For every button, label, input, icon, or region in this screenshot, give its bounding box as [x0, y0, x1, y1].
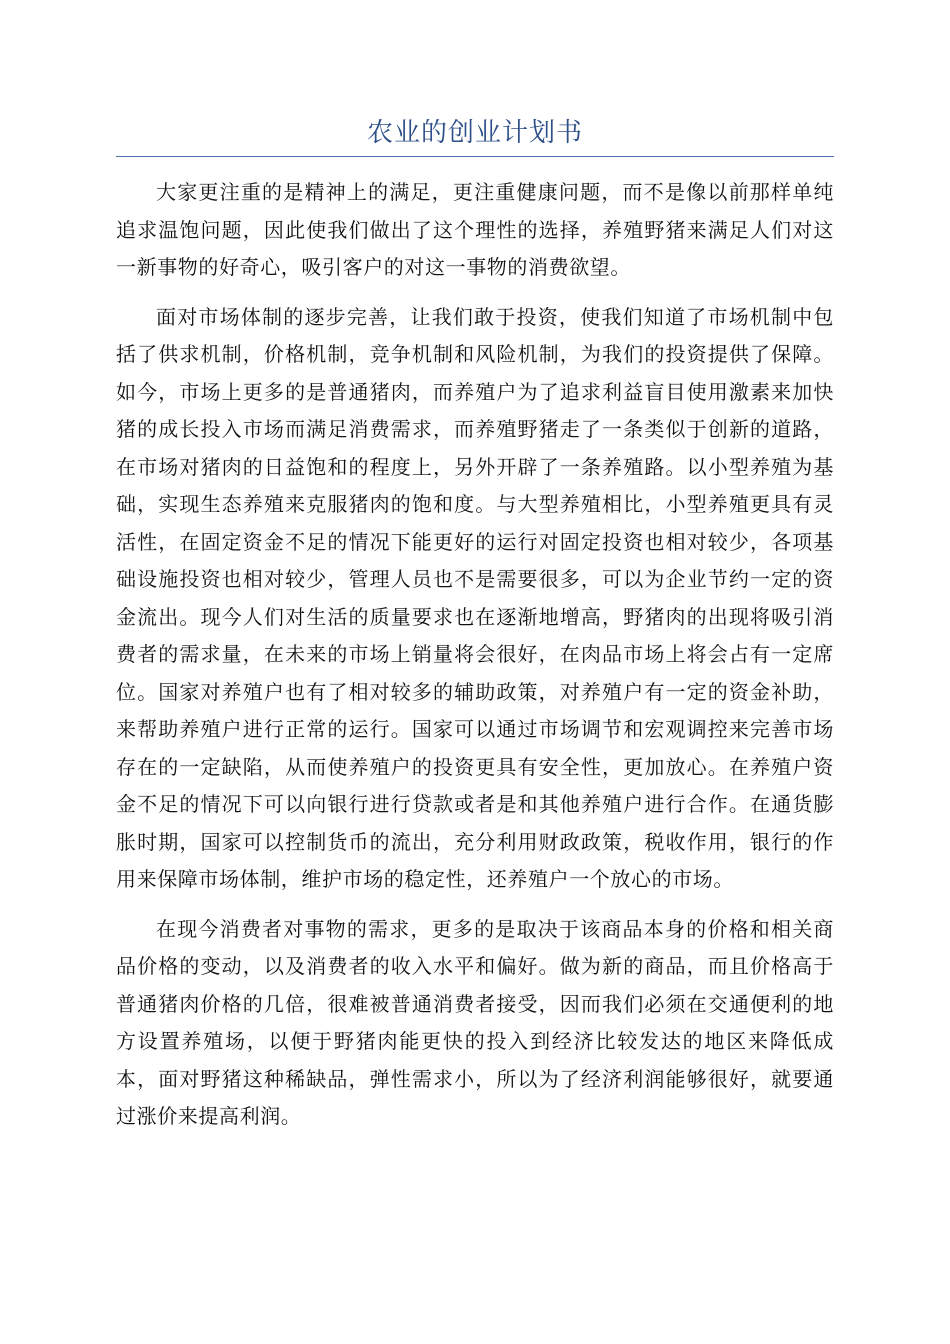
title-block [116, 112, 834, 157]
document-body [116, 174, 834, 1148]
paragraph-1: 大家更注重的是精神上的满足，更注重健康问题，而不是像以前那样单纯追求温饱问题，因此使我们做出了这个理性的选择，养殖野猪来满足人们对这一新事物的好奇心，吸引客户的对这一事物的消费欲望。 [116, 180, 834, 279]
document-title: 农业的创业计划书 [366, 118, 583, 148]
paragraph-2: 面对市场体制的逐步完善，让我们敢于投资，使我们知道了市场机制中包括了供求机制，价格机制，竞争机制和风险机制，为我们的投资提供了保障。如今，市场上更多的是普通猪肉，而养殖户为了追求利益盲目使用激素来加快猪的成长投入市场而满足消费需求，而养殖野猪走了一条类似于创新的道路，在市场对猪肉的日益饱和的程度上，另外开辟了一条养殖路。以小型养殖为基础，实现生态养殖来克服猪肉的饱和度。与大型养殖相比，小型养殖更具有灵活性，在固定资金不足的情况下能更好的运行对固定投资也相对较少，各项基础设施投资也相对较少，管理人员也不是需要很多，可以为企业节约一定的资金流出。现今人们对生活的质量要求也在逐渐地增高，野猪肉的出现将吸引消费者的需求量，在未来的市场上销量将会很好，在肉品市场上将会占有一定席位。国家对养殖户也有了相对较多的辅助政策，对养殖户有一定的资金补助，来帮助养殖户进行正常的运行。国家可以通过市场调节和宏观调控来完善市场存在的一定缺陷，从而使养殖户的投资更具有安全性，更加放心。在养殖户资金不足的情况下可以向银行进行贷款或者是和其他养殖户进行合作。在通货膨胀时期，国家可以控制货币的流出，充分利用财政政策，税收作用，银行的作用来保障市场体制，维护市场的稳定性，还养殖户一个放心的市场。 [116, 304, 834, 891]
paragraph-3: 在现今消费者对事物的需求，更多的是取决于该商品本身的价格和相关商品价格的变动，以及消费者的收入水平和偏好。做为新的商品，而且价格高于普通猪肉价格的几倍，很难被普通消费者接受，因而我们必须在交通便利的地方设置养殖场，以便于野猪肉能更快的投入到经济比较发达的地区来降低成本，面对野猪这种稀缺品，弹性需求小，所以为了经济利润能够很好，就要通过涨价来提高利润。 [116, 916, 834, 1128]
